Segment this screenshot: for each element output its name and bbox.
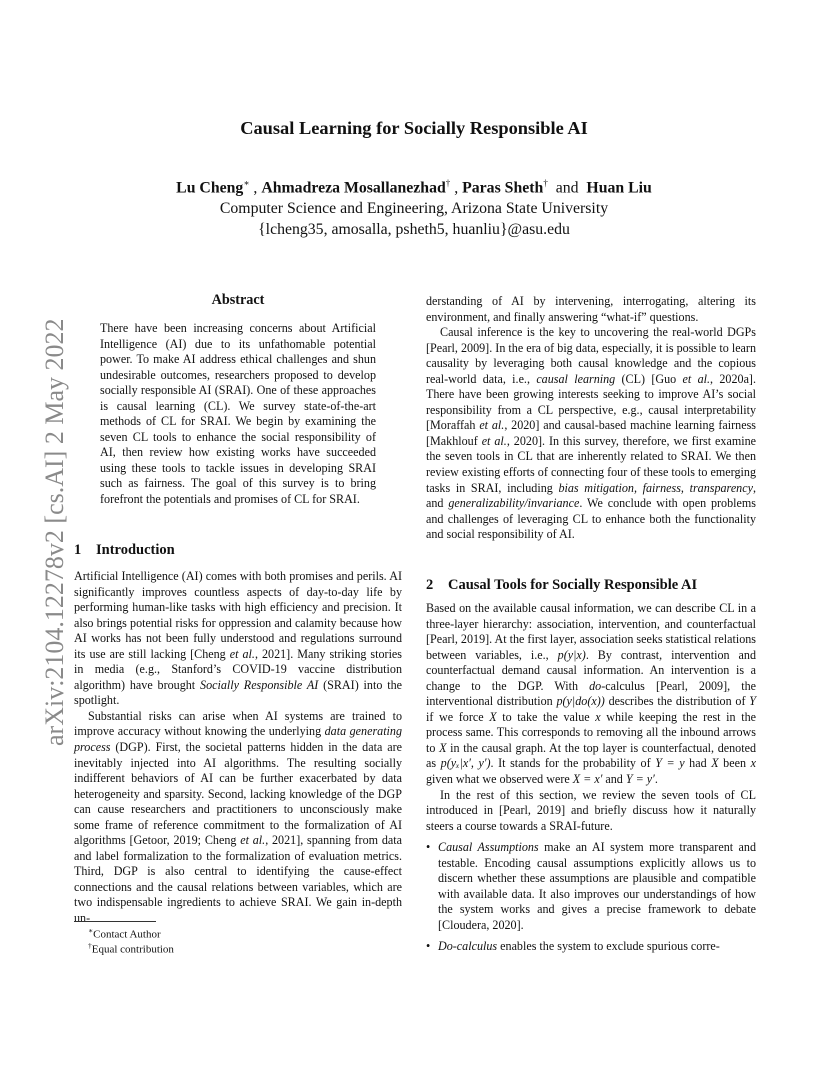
text-run: et al.	[240, 833, 266, 848]
text-run: had	[684, 756, 712, 771]
author-sep: and	[547, 179, 587, 197]
text-run: , 2020a]. There have been growing interests seeking to improve AI’s social responsibility from a CL perspective, e.g., causal interpretability [Moraffah	[426, 371, 756, 433]
text-run: -calculus [Pearl, 2009], the interventional distribution	[426, 678, 756, 709]
author-2: Ahmadreza Mosallanezhad	[261, 179, 446, 197]
text-run: , 2020] and causal-based machine learning fairness [Makhlouf	[426, 418, 756, 448]
right-column-top	[426, 294, 756, 543]
text-run: in the causal graph. At the top layer is counterfactual, denoted as	[426, 740, 757, 771]
author-block	[0, 173, 828, 240]
author-sep: ,	[249, 179, 262, 197]
text-run: describes the distribution of	[604, 694, 750, 709]
author-1: Lu Cheng	[176, 179, 244, 197]
math: Y = y′	[625, 772, 655, 787]
abstract-text: There have been increasing concerns about Artificial Intelligence (AI) due to its unfathomable potential power. To make AI address ethical challenges and shun undesirable outcomes, researchers proposed to develop socially responsible AI (SRAI). One of these approaches is causal learning (CL). We survey state-of-the-art methods of CL for SRAI. We begin by examining the seven CL tools to enhance the social responsibility of AI, then review how existing works have succeeded using these tools to tackle issues in developing SRAI such as fairness. The goal of this survey is to bring forefront the potentials and promises of CL for SRAI.	[100, 321, 376, 507]
text-run: (DGP). First, the societal patterns hidden in the data are inevitably injected into AI algorithms. The resulting socially indifferent behaviors of AI can be further exacerbated by data heterogeneity and sparsity. Second, lacking knowledge of the DGP can cause researchers and practitioners to unconsciously make some frame of reference commitment to the formalization of AI algorithms [Getoor, 2019; Cheng	[74, 740, 402, 848]
text-run: causal learning	[536, 371, 616, 386]
intro-continuation: derstanding of AI by intervening, interrogating, altering its environment, and finally answering “what-if” questions.	[426, 294, 756, 324]
section-2-heading	[426, 577, 697, 594]
left-column	[74, 569, 402, 927]
text-run: been	[718, 756, 751, 771]
text-run: (CL) [Guo	[615, 371, 683, 386]
author-names	[0, 173, 828, 198]
author-2-mark: †	[445, 178, 451, 188]
author-4: Huan Liu	[586, 179, 652, 197]
author-sep: ,	[450, 179, 463, 197]
text-run: Socially Responsible AI	[200, 677, 319, 692]
math: x	[750, 756, 756, 771]
math: Y = y	[655, 756, 685, 771]
arxiv-stamp: arXiv:2104.12278v2 [cs.AI] 2 May 2022	[40, 318, 69, 746]
text-run: bias mitigation, fairness, transparency	[558, 480, 753, 495]
footnote-text: Equal contribution	[91, 943, 174, 956]
text-run: .	[654, 772, 658, 787]
text-run: given what we observed were	[426, 772, 573, 787]
footnote-mark: †	[88, 941, 92, 950]
text-run: to take the value	[496, 709, 596, 724]
section-1-number: 1	[74, 542, 82, 558]
text-run: (SRAI) into the spotlight.	[74, 677, 402, 708]
text-run: . By contrast, intervention and counterfactual demand causal information. An intervention is a change to the DGP. With	[426, 647, 756, 693]
text-run: , 2020]. In this survey, therefore, we first examine the seven tools in CL that are inherently related to SRAI. We then review existing efforts of connecting four of these tools to emerging tasks in SRAI, including	[426, 433, 756, 495]
section-2-title: Causal Tools for Socially Responsible AI	[448, 577, 698, 593]
footnote-2	[88, 939, 174, 957]
right-column-bottom	[426, 601, 756, 955]
text-run: data generating process	[74, 724, 403, 755]
intro-paragraph-3	[426, 325, 756, 543]
affiliation: Computer Science and Engineering, Arizona State University	[219, 200, 609, 218]
emails: {lcheng35, amosalla, psheth5, huanliu}@asu.edu	[258, 221, 570, 239]
text-run: generalizability/invariance	[448, 496, 580, 511]
text-run: make an AI system more transparent and testable. Encoding causal assumptions explicitly allows us to discern whether these assumptions are plausible and compatible with available data. It also improves our understandings of how the system works and gives a precise framework to debate [Cloudera, 2020].	[438, 840, 756, 932]
math: X	[439, 740, 447, 755]
abstract-heading: Abstract	[211, 292, 265, 308]
causal-tools-list	[426, 840, 756, 955]
text-run: Based on the available causal information, we can describe CL in a three-layer hierarchy: association, intervention, and counterfactual [Pearl, 2019]. At the first layer, association seeks statistical relations between variables, i.e.,	[426, 601, 756, 662]
author-3: Paras Sheth	[462, 179, 544, 197]
section-2-number: 2	[426, 577, 434, 593]
math: X	[489, 709, 497, 724]
text-run: enables the system to exclude spurious corre-	[497, 939, 720, 954]
text-run: while keeping the rest in the process same. This corresponds to removing all the inbound arrows to	[426, 709, 756, 755]
text-run: . We conclude with open problems and challenges of leveraging CL to enhance both the functionality and social responsibility of AI.	[426, 496, 756, 542]
math: X = x′	[572, 772, 603, 787]
text-run: do	[589, 678, 602, 693]
intro-paragraph-1	[74, 569, 402, 709]
author-1-mark: ∗	[243, 178, 250, 188]
math: p(yₓ|x′, y′)	[440, 756, 491, 771]
author-3-mark: †	[543, 178, 548, 188]
text-run: et al.	[229, 646, 255, 661]
footnote-text: Contact Author	[93, 928, 161, 941]
text-run: Substantial risks can arise when AI systems are trained to improve accuracy without knowing the underlying	[74, 708, 402, 739]
text-run: and	[602, 772, 626, 787]
math: p(y|do(x))	[556, 694, 605, 709]
text-run: Causal inference is the key to uncovering the real-world DGPs [Pearl, 2009]. In the era of big data, especially, it is possible to learn causality by leveraging both causal knowledge and the copious real-world data, i.e.,	[426, 325, 756, 386]
math: Y	[749, 694, 757, 709]
text-run: Causal Assumptions	[438, 840, 539, 855]
paper-title: Causal Learning for Socially Responsible AI	[240, 118, 588, 138]
text-run: et al.	[682, 371, 711, 386]
text-run: , 2021]. Many striking stories in media (e.g., Stanford’s COVID-19 vaccine distribution algorithm) have brought	[74, 646, 403, 692]
footnote-rule	[74, 921, 156, 922]
section-1-title: Introduction	[96, 542, 175, 558]
text-run: if we force	[426, 709, 490, 724]
math: x	[595, 709, 601, 724]
section-2-paragraph-1	[426, 601, 756, 788]
text-run: Do-calculus	[438, 939, 498, 954]
math: X	[711, 756, 719, 771]
text-run: , 2021], spanning from data and label formalization to the formalization of evaluation metrics. Third, DGP is also central to identifying the cause-effect connections and the causal relations between variables, which are two indispensable ingredients to achieve SRAI. We gain in-depth un-	[74, 833, 402, 926]
text-run: . It stands for the probability of	[490, 756, 656, 771]
text-run: et al.	[479, 418, 505, 433]
math: p(y|x)	[557, 647, 586, 662]
footnote-mark: ∗	[88, 926, 94, 935]
text-run: Artificial Intelligence (AI) comes with both promises and perils. AI significantly improves countless aspects of day-to-day life by performing human-like tasks with high efficiency and precision. It also brings potential risks for oppression and calamity because how AI works has not been fully understood and regulations surround its use are still lacking [Cheng	[74, 569, 402, 661]
intro-paragraph-2	[74, 709, 402, 927]
text-run: et al.	[481, 433, 507, 448]
list-item	[426, 840, 756, 933]
abstract-body	[100, 321, 376, 508]
section-1-heading	[74, 542, 175, 559]
list-item	[426, 939, 756, 955]
text-run: , and	[426, 480, 756, 511]
section-2-paragraph-2: In the rest of this section, we review the seven tools of CL introduced in [Pearl, 2019] and briefly discuss how it naturally steers a course towards a SRAI-future.	[426, 787, 756, 833]
